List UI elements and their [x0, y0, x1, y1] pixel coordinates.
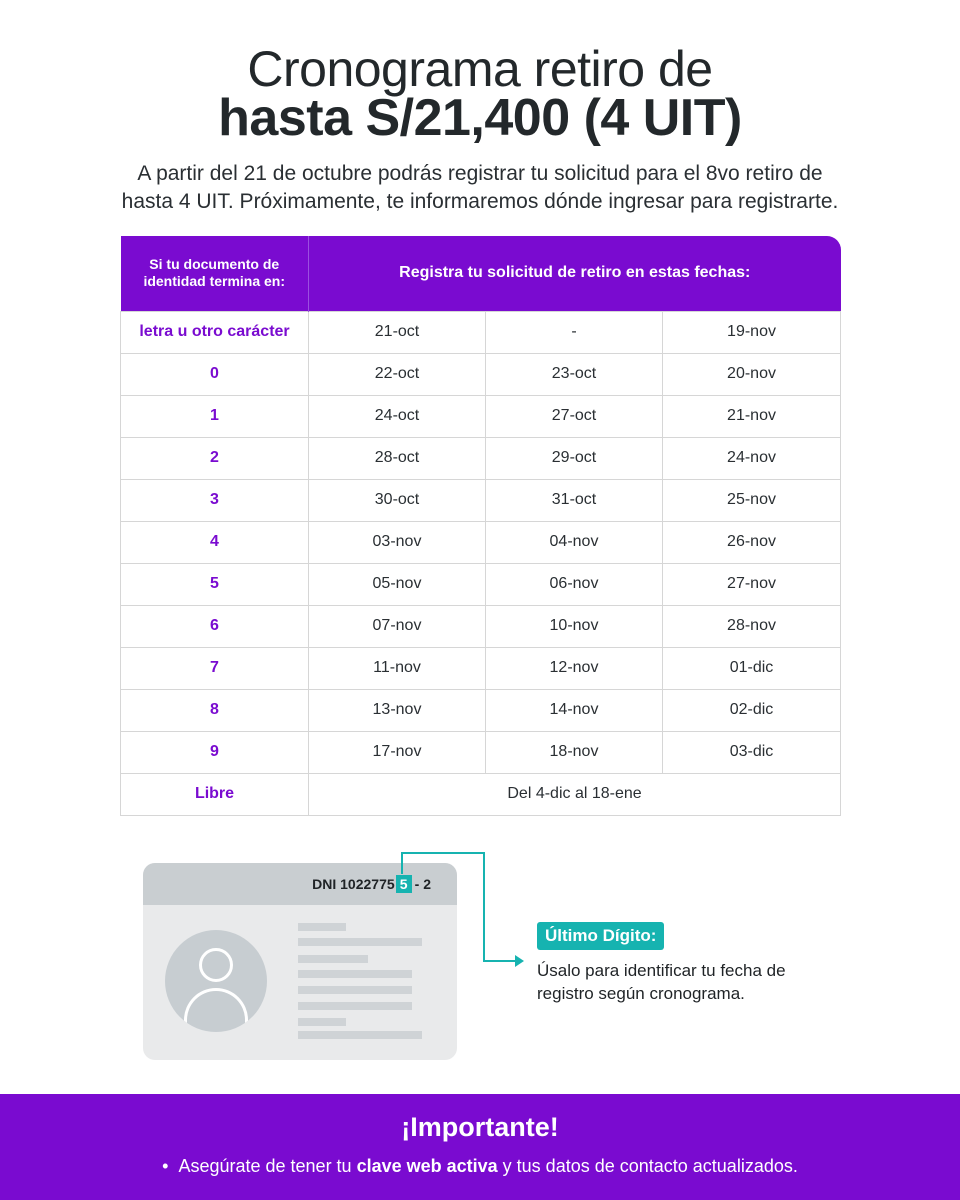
schedule-body: [121, 311, 841, 815]
row-date-2: -: [486, 311, 663, 353]
row-date-1: 21-oct: [309, 311, 486, 353]
last-digit-hint: Úsalo para identificar tu fecha de registro según cronograma.: [537, 961, 786, 1003]
row-date-2: 10-nov: [486, 605, 663, 647]
row-date-1: 07-nov: [309, 605, 486, 647]
footer-note-bold: clave web activa: [356, 1156, 498, 1176]
footer-note: [0, 1156, 960, 1177]
row-key: 8: [121, 689, 309, 731]
row-date-3: 03-dic: [663, 731, 841, 773]
table-row: [121, 605, 841, 647]
page-title-line1: Cronograma retiro de: [247, 41, 713, 97]
row-date-2: 14-nov: [486, 689, 663, 731]
row-date-1: 13-nov: [309, 689, 486, 731]
card-line: [298, 938, 422, 946]
header-dates: Registra tu solicitud de retiro en estas fechas:: [309, 236, 841, 311]
row-date-1: 17-nov: [309, 731, 486, 773]
intro-line1: A partir del 21 de octubre podrás registrar tu solicitud para el 8vo retiro de: [137, 162, 823, 185]
dni-card: [143, 863, 457, 1060]
table-row: [121, 353, 841, 395]
card-line: [298, 1018, 346, 1026]
card-line: [298, 970, 412, 978]
connector-line: [483, 852, 485, 962]
row-date-3: 27-nov: [663, 563, 841, 605]
row-key: 5: [121, 563, 309, 605]
row-date-2: 18-nov: [486, 731, 663, 773]
table-row: [121, 731, 841, 773]
table-row: [121, 563, 841, 605]
footer-banner: [0, 1094, 960, 1200]
row-key: letra u otro carácter: [121, 311, 309, 353]
footer-note-part1: Asegúrate de tener tu: [178, 1156, 357, 1176]
avatar-icon: [165, 930, 267, 1032]
row-date-3: 24-nov: [663, 437, 841, 479]
table-row: [121, 395, 841, 437]
row-key: 0: [121, 353, 309, 395]
card-line: [298, 986, 412, 994]
dni-number: [312, 875, 431, 893]
avatar-head: [199, 948, 233, 982]
table-row: [121, 689, 841, 731]
card-line: [298, 923, 346, 931]
avatar-body: [184, 988, 248, 1032]
row-key: Libre: [121, 773, 309, 815]
intro-line2: hasta 4 UIT. Próximamente, te informaremos dónde ingresar para registrarte.: [121, 190, 839, 213]
table-row-free: [121, 773, 841, 815]
row-date-2: 29-oct: [486, 437, 663, 479]
row-date-3: 02-dic: [663, 689, 841, 731]
page-title-line2: hasta S/21,400 (4 UIT): [218, 89, 742, 147]
connector-line: [401, 852, 403, 874]
row-key: 4: [121, 521, 309, 563]
row-date-3: 19-nov: [663, 311, 841, 353]
row-key: 6: [121, 605, 309, 647]
row-date-2: 23-oct: [486, 353, 663, 395]
row-key: 9: [121, 731, 309, 773]
card-line: [298, 1031, 422, 1039]
dni-prefix: DNI 1022775: [312, 876, 395, 892]
connector-line: [401, 852, 485, 854]
row-date-2: 04-nov: [486, 521, 663, 563]
card-line: [298, 1002, 412, 1010]
schedule-table: [120, 236, 841, 816]
dni-last-digit: 5: [396, 875, 412, 893]
bullet-icon: •: [162, 1156, 169, 1176]
free-date-range: Del 4-dic al 18-ene: [309, 773, 841, 815]
row-date-1: 28-oct: [309, 437, 486, 479]
last-digit-badge: Último Dígito:: [537, 922, 664, 950]
card-line: [298, 955, 368, 963]
row-date-2: 06-nov: [486, 563, 663, 605]
row-date-3: 26-nov: [663, 521, 841, 563]
row-key: 1: [121, 395, 309, 437]
row-date-3: 25-nov: [663, 479, 841, 521]
row-date-2: 31-oct: [486, 479, 663, 521]
row-key: 2: [121, 437, 309, 479]
row-date-3: 20-nov: [663, 353, 841, 395]
row-date-1: 24-oct: [309, 395, 486, 437]
footer-note-part2: y tus datos de contacto actualizados.: [497, 1156, 798, 1176]
row-date-1: 22-oct: [309, 353, 486, 395]
footer-title: ¡Importante!: [401, 1112, 559, 1142]
row-date-2: 27-oct: [486, 395, 663, 437]
row-date-3: 01-dic: [663, 647, 841, 689]
table-row: [121, 311, 841, 353]
table-row: [121, 437, 841, 479]
table-row: [121, 521, 841, 563]
row-date-2: 12-nov: [486, 647, 663, 689]
row-date-1: 30-oct: [309, 479, 486, 521]
row-date-1: 11-nov: [309, 647, 486, 689]
table-row: [121, 479, 841, 521]
connector-line: [483, 960, 517, 962]
table-row: [121, 647, 841, 689]
row-key: 3: [121, 479, 309, 521]
row-date-1: 03-nov: [309, 521, 486, 563]
row-date-3: 28-nov: [663, 605, 841, 647]
row-key: 7: [121, 647, 309, 689]
dni-suffix: - 2: [414, 876, 431, 892]
row-date-1: 05-nov: [309, 563, 486, 605]
table-header-row: [121, 236, 841, 311]
header-document-ending: Si tu documento de identidad termina en:: [121, 236, 309, 311]
intro-paragraph: [60, 160, 900, 216]
arrow-right-icon: [515, 955, 524, 967]
row-date-3: 21-nov: [663, 395, 841, 437]
